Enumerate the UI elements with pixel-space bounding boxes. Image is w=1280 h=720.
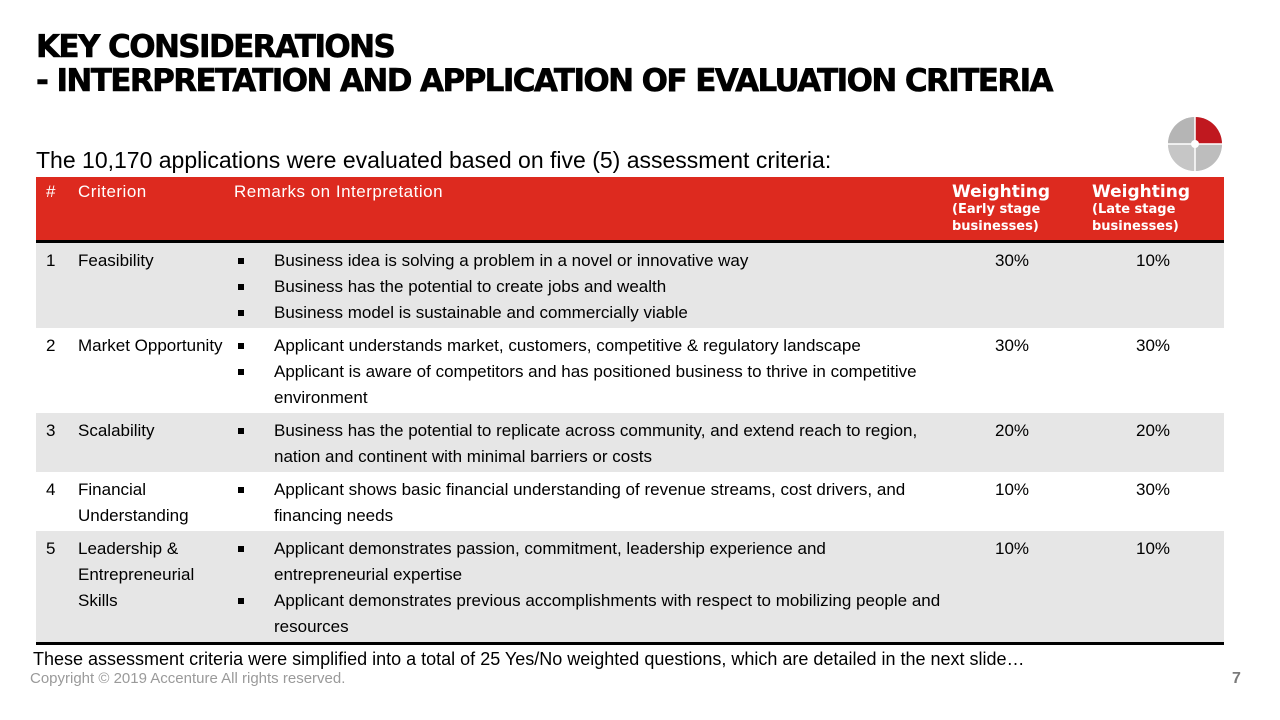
header-criterion: Criterion xyxy=(68,177,224,241)
row-criterion: Feasibility xyxy=(68,241,224,328)
header-remarks: Remarks on Interpretation xyxy=(224,177,942,241)
remark-item: Applicant understands market, customers, competitive & regulatory landscape xyxy=(234,333,942,359)
remark-item: Applicant is aware of competitors and has positioned business to thrive in competitive environment xyxy=(234,359,942,411)
header-weight-early-title: Weighting xyxy=(952,182,1050,202)
row-num: 3 xyxy=(36,413,68,472)
remark-item: Business model is sustainable and commercially viable xyxy=(234,300,942,326)
row-remarks xyxy=(224,241,942,328)
row-weight-early: 10% xyxy=(942,531,1082,644)
row-num: 5 xyxy=(36,531,68,644)
row-num: 4 xyxy=(46,479,56,499)
remark-item: Business idea is solving a problem in a novel or innovative way xyxy=(234,248,942,274)
row-num: 1 xyxy=(36,241,68,328)
row-criterion: Scalability xyxy=(68,413,224,472)
table-row xyxy=(36,328,1224,413)
row-weight-late: 20% xyxy=(1082,413,1224,472)
row-criterion: Financial Understanding xyxy=(78,479,189,525)
remark-item: Applicant demonstrates previous accomplishments with respect to mobilizing people and resources xyxy=(234,588,942,640)
row-weight-early: 20% xyxy=(942,413,1082,472)
row-remarks xyxy=(224,531,942,644)
remark-item: Business has the potential to replicate across community, and extend reach to region, nation and continent with minimal barriers or costs xyxy=(234,418,942,470)
remark-item: Applicant shows basic financial understanding of revenue streams, cost drivers, and financing needs xyxy=(234,477,942,529)
slide-title-line-1: KEY CONSIDERATIONS xyxy=(36,29,395,65)
header-weight-late-sub: (Late stage businesses) xyxy=(1092,202,1179,234)
row-weight-early: 30% xyxy=(994,335,1030,355)
page-number: 7 xyxy=(1232,670,1241,687)
row-weight-late: 10% xyxy=(1082,531,1224,644)
row-remarks xyxy=(224,328,942,413)
row-weight-early: 30% xyxy=(942,241,1082,328)
table-header-row xyxy=(36,177,1224,241)
wheel-highlight-segment xyxy=(1195,117,1222,144)
footer-note: These assessment criteria were simplified into a total of 25 Yes/No weighted questions, which are detailed in the next slide… xyxy=(33,649,1025,669)
remark-item: Business has the potential to create jobs and wealth xyxy=(234,274,942,300)
row-remarks xyxy=(224,413,942,472)
copyright-notice: Copyright © 2019 Accenture All rights reserved. xyxy=(30,670,346,687)
slide-title-line-2: - INTERPRETATION AND APPLICATION OF EVALUATION CRITERIA xyxy=(36,63,1052,99)
remark-item: Applicant demonstrates passion, commitment, leadership experience and entrepreneurial expertise xyxy=(234,536,942,588)
header-weight-early-sub: (Early stage businesses) xyxy=(952,202,1041,234)
table-row xyxy=(36,531,1224,644)
row-remarks xyxy=(224,472,942,531)
table-row xyxy=(36,241,1224,328)
header-weight-late-title: Weighting xyxy=(1092,182,1190,202)
header-weight-early xyxy=(942,177,1082,241)
criteria-table xyxy=(36,177,1224,645)
slide-subtitle: The 10,170 applications were evaluated based on five (5) assessment criteria: xyxy=(36,147,832,173)
table-row xyxy=(36,413,1224,472)
row-weight-late: 30% xyxy=(1135,479,1171,499)
row-criterion: Market Opportunity xyxy=(78,335,223,355)
header-weight-late xyxy=(1082,177,1224,241)
section-wheel-icon xyxy=(1167,116,1223,172)
slide-title xyxy=(36,30,1236,98)
header-num: # xyxy=(36,177,68,241)
row-weight-late: 30% xyxy=(1135,335,1171,355)
table-row xyxy=(36,472,1224,531)
row-weight-late: 10% xyxy=(1082,241,1224,328)
row-num: 2 xyxy=(46,335,56,355)
row-criterion: Leadership & Entrepreneurial Skills xyxy=(68,531,224,644)
row-weight-early: 10% xyxy=(994,479,1030,499)
